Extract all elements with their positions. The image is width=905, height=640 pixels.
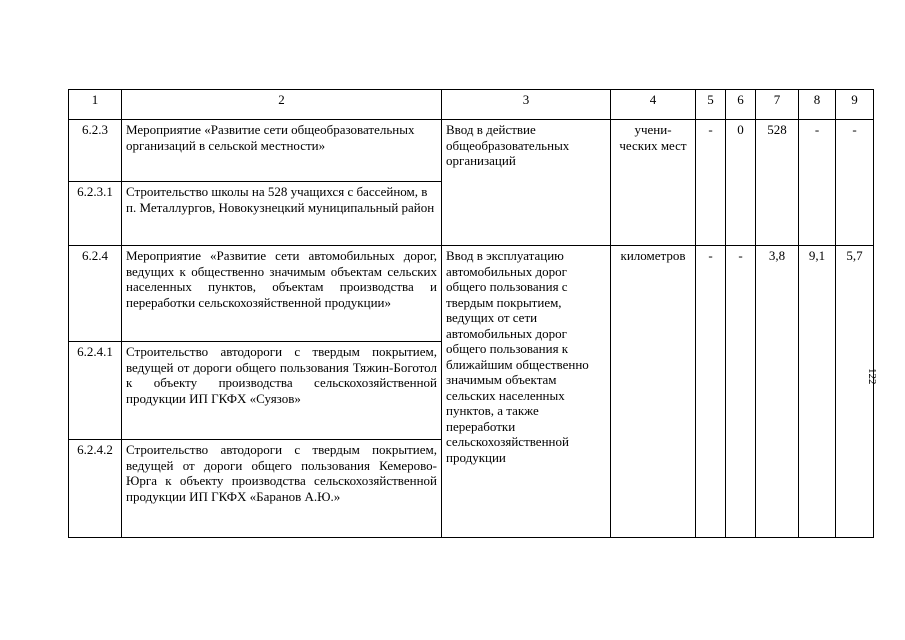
- header-col-7: 7: [756, 90, 799, 120]
- row-name: Строительство школы на 528 учащихся с бассейном, в п. Металлургов, Новокузнецкий муниципальный район: [122, 182, 442, 246]
- value-col-6: -: [726, 246, 756, 538]
- row-number: 6.2.4.1: [69, 342, 122, 440]
- value-col-9: 5,7: [836, 246, 874, 538]
- value-col-6: 0: [726, 120, 756, 246]
- header-col-8: 8: [799, 90, 836, 120]
- value-col-9: -: [836, 120, 874, 246]
- page-number: 122: [866, 368, 878, 385]
- table-row: [69, 246, 874, 342]
- header-col-4: 4: [611, 90, 696, 120]
- row-name: Мероприятие «Развитие сети автомобильных дорог, ведущих к общественно значимым объектам сельских населенных пунктов, объектам производства и переработки сельскохозяйственной продукции»: [122, 246, 442, 342]
- row-number: 6.2.3: [69, 120, 122, 182]
- header-col-6: 6: [726, 90, 756, 120]
- header-col-5: 5: [696, 90, 726, 120]
- value-col-7: 3,8: [756, 246, 799, 538]
- unit-cell: километров: [611, 246, 696, 538]
- row-number: 6.2.4.2: [69, 440, 122, 538]
- program-table: [68, 89, 874, 538]
- value-col-8: 9,1: [799, 246, 836, 538]
- row-name: Мероприятие «Развитие сети общеобразовательных организаций в сельской местности»: [122, 120, 442, 182]
- header-col-9: 9: [836, 90, 874, 120]
- unit-cell: [611, 120, 696, 246]
- value-col-7: 528: [756, 120, 799, 246]
- indicator-cell: Ввод в эксплуатацию автомобильных дорог общего пользования с твердым покрытием, ведущих от сети автомобильных дорог общего пользования к ближайшим общественно значимым объектам сельских населенных пунктов, а также переработки сельскохозяйственной продукции: [442, 246, 611, 538]
- value-col-5: -: [696, 246, 726, 538]
- row-name: Строительство автодороги с твердым покрытием, ведущей от дороги общего пользования Кемерово-Юрга к объекту производства сельскохозяйственной продукции ИП ГКФХ «Баранов А.Ю.»: [122, 440, 442, 538]
- unit-text: учени-ческих мест: [619, 122, 687, 153]
- value-col-8: -: [799, 120, 836, 246]
- header-col-3: 3: [442, 90, 611, 120]
- indicator-cell: Ввод в действие общеобразовательных организаций: [442, 120, 611, 246]
- row-name: Строительство автодороги с твердым покрытием, ведущей от дороги общего пользования Тяжин-Боготол к объекту производства сельскохозяйственной продукции ИП ГКФХ «Суязов»: [122, 342, 442, 440]
- header-col-2: 2: [122, 90, 442, 120]
- header-row: [69, 90, 874, 120]
- value-col-5: -: [696, 120, 726, 246]
- table-row: [69, 120, 874, 182]
- row-number: 6.2.4: [69, 246, 122, 342]
- header-col-1: 1: [69, 90, 122, 120]
- row-number: 6.2.3.1: [69, 182, 122, 246]
